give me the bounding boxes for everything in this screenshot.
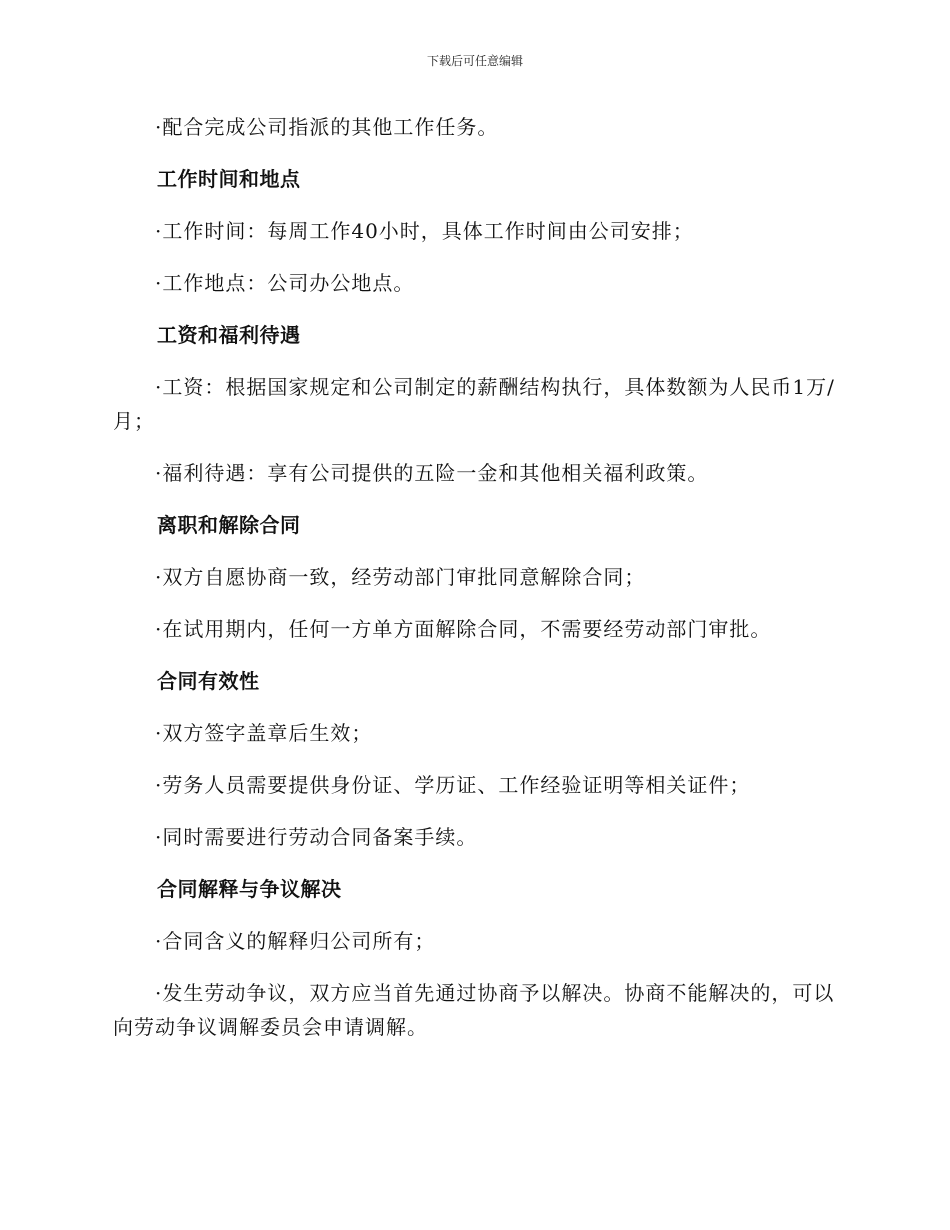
paragraph: ·双方签字盖章后生效； xyxy=(155,721,373,745)
paragraph: ·工作时间：每周工作40小时，具体工作时间由公司安排； xyxy=(155,219,694,243)
paragraph: ·劳务人员需要提供身份证、学历证、工作经验证明等相关证件； xyxy=(155,773,751,797)
section-heading: 合同解释与争议解决 xyxy=(157,877,342,901)
section-heading: 工作时间和地点 xyxy=(157,167,301,191)
paragraph: ·福利待遇：享有公司提供的五险一金和其他相关福利政策。 xyxy=(155,461,709,485)
page-header: 下载后可任意编辑 xyxy=(426,54,523,68)
paragraph: ·配合完成公司指派的其他工作任务。 xyxy=(155,115,499,139)
section-heading: 离职和解除合同 xyxy=(157,513,301,537)
section-heading: 工资和福利待遇 xyxy=(157,323,301,347)
paragraph: ·在试用期内，任何一方单方面解除合同，不需要经劳动部门审批。 xyxy=(155,617,772,641)
paragraph: ·工作地点：公司办公地点。 xyxy=(155,271,415,295)
paragraph: ·发生劳动争议，双方应当首先通过协商予以解决。协商不能解决的，可以向劳动争议调解委员会申请调解。 xyxy=(113,981,835,1039)
paragraph: ·双方自愿协商一致，经劳动部门审批同意解除合同； xyxy=(155,565,646,589)
paragraph: ·合同含义的解释归公司所有； xyxy=(155,929,436,953)
section-heading: 合同有效性 xyxy=(157,669,260,693)
paragraph: ·工资：根据国家规定和公司制定的薪酬结构执行，具体数额为人民币1万/月； xyxy=(113,375,835,433)
paragraph: ·同时需要进行劳动合同备案手续。 xyxy=(155,825,478,849)
document-body xyxy=(113,110,838,1062)
